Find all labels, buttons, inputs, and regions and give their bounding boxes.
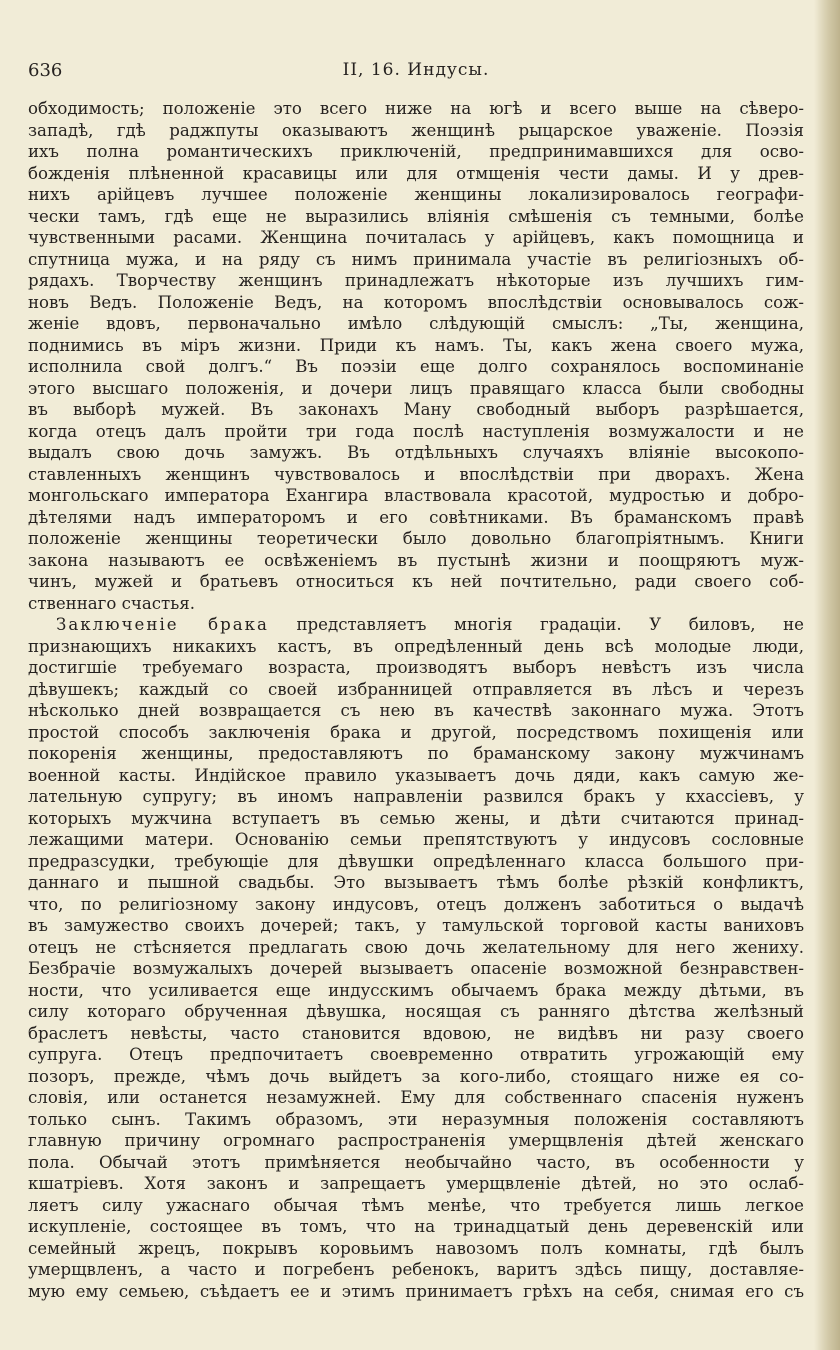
text-line-content: только сынъ. Такимъ образомъ, эти неразумныя положенiя составляютъ	[28, 1109, 804, 1129]
text-line-content: женiе вдовъ, первоначально имѣло слѣдующiй смыслъ: „Ты, женщина,	[28, 314, 804, 333]
text-line	[28, 700, 804, 722]
text-line-content: пола. Обычай этотъ примѣняется необычайно часто, въ особенности у	[28, 1152, 804, 1172]
text-line-content: въ замужество своихъ дочерей; такъ, у тамульской торговой касты ваниховъ	[28, 916, 804, 935]
text-line	[28, 657, 804, 679]
text-line	[28, 980, 804, 1002]
text-line	[28, 141, 804, 163]
text-line	[28, 507, 804, 529]
text-line	[28, 829, 804, 851]
text-line-content: покоренiя женщины, предоставляютъ по браманскому закону мужчинамъ	[28, 744, 804, 763]
text-line-content: браслетъ невѣсты, часто становится вдовою, не видѣвъ ни разу своего	[28, 1023, 804, 1043]
text-line	[28, 722, 804, 744]
text-line-content: нѣсколько дней возвращается съ нею въ качествѣ законнаго мужа. Этотъ	[28, 701, 804, 720]
text-line	[28, 915, 804, 937]
text-line	[28, 292, 804, 314]
text-line-content: этого высшаго положенiя, и дочери лицъ правящаго класса были свободны	[28, 378, 804, 398]
text-line	[28, 464, 804, 486]
text-line-content: положенiе женщины теоретически было довольно благопрiятнымъ. Книги	[28, 529, 804, 548]
text-line	[28, 1173, 804, 1195]
text-line	[28, 270, 804, 292]
text-line	[28, 872, 804, 894]
text-line	[28, 356, 804, 378]
text-line	[28, 550, 804, 572]
text-line	[28, 249, 804, 271]
text-line-content: позоръ, прежде, чѣмъ дочь выйдетъ за кого-либо, стоящаго ниже ея со-	[28, 1066, 804, 1086]
text-line	[28, 743, 804, 765]
text-line-content: ности, что усиливается еще индусскимъ обычаемъ брака между дѣтьми, въ	[28, 980, 804, 1000]
text-line	[28, 1281, 804, 1303]
text-line	[28, 786, 804, 808]
text-line-content: божденiя плѣненной красавицы или для отмщенiя чести дамы. И у древ-	[28, 163, 804, 183]
text-line-content: силу котораго обрученная дѣвушка, носящая съ ранняго дѣтства желѣзный	[28, 1002, 804, 1021]
text-line	[28, 313, 804, 335]
text-line	[28, 894, 804, 916]
section-lead-phrase: Заключенiе брака	[56, 615, 269, 634]
text-line	[28, 227, 804, 249]
text-line	[28, 765, 804, 787]
text-line-content: выдалъ свою дочь замужъ. Въ отдѣльныхъ случаяхъ влiянiе высокопо-	[28, 443, 804, 462]
text-line-content: чески тамъ, гдѣ еще не выразились влiянiя смѣшенiя съ темными, болѣе	[28, 206, 804, 226]
text-line	[28, 528, 804, 550]
text-line	[28, 1044, 804, 1066]
text-line-content: лательную супругу; въ иномъ направленiи развился бракъ у кхассiевъ, у	[28, 787, 804, 806]
text-line	[28, 1195, 804, 1217]
text-line-content: главную причину огромнаго распространенiя умерщвленiя дѣтей женскаго	[28, 1131, 804, 1150]
body-text	[28, 98, 804, 1302]
text-line	[28, 851, 804, 873]
text-line	[28, 1023, 804, 1045]
text-line-content: простой способъ заключенiя брака и другой, посредствомъ похищенiя или	[28, 722, 804, 742]
text-line	[28, 206, 804, 228]
text-line-content: нихъ арiйцевъ лучшее положенiе женщины локализировалось географи-	[28, 185, 804, 204]
text-line	[28, 399, 804, 421]
text-line-content: въ выборѣ мужей. Въ законахъ Ману свободный выборъ разрѣшается,	[28, 400, 804, 419]
text-line	[28, 98, 804, 120]
text-line-content: лежащими матери. Основанiю семьи препятствуютъ у индусовъ сословные	[28, 830, 804, 849]
text-line	[28, 421, 804, 443]
text-line	[28, 1238, 804, 1260]
text-line-content: дѣтелями надъ императоромъ и его совѣтниками. Въ браманскомъ правѣ	[28, 507, 804, 527]
text-line	[28, 184, 804, 206]
text-line	[28, 1130, 804, 1152]
text-line-content: ихъ полна романтическихъ приключенiй, предпринимавшихся для осво-	[28, 142, 804, 161]
text-line-content: обходимость; положенiе это всего ниже на югѣ и всего выше на сѣверо-	[28, 99, 804, 118]
text-line	[28, 163, 804, 185]
text-line	[28, 335, 804, 357]
text-line-content: поднимись въ мiръ жизни. Приди къ намъ. Ты, какъ жена своего мужа,	[28, 335, 804, 355]
text-line	[28, 120, 804, 142]
text-line-content: западѣ, гдѣ раджпуты оказываютъ женщинѣ рыцарское уваженiе. Поэзiя	[28, 120, 804, 140]
text-line	[28, 1152, 804, 1174]
text-line	[28, 1087, 804, 1109]
text-line	[28, 1109, 804, 1131]
text-line-content: чинъ, мужей и братьевъ относиться къ ней почтительно, ради своего соб-	[28, 572, 804, 591]
text-line	[28, 679, 804, 701]
text-line-content: отецъ не стѣсняется предлагать свою дочь желательному для него жениху.	[28, 937, 804, 957]
text-line	[28, 571, 804, 593]
text-line-content: рядахъ. Творчеству женщинъ принадлежатъ нѣкоторые изъ лучшихъ гим-	[28, 271, 804, 290]
text-line	[28, 1216, 804, 1238]
text-line-content: супруга. Отецъ предпочитаетъ своевременно отвратить угрожающiй ему	[28, 1045, 804, 1064]
text-line-content: что, по религiозному закону индусовъ, отецъ долженъ заботиться о выдачѣ	[28, 894, 804, 914]
text-line-content: спутница мужа, и на ряду съ нимъ принимала участiе въ религiозныхъ об-	[28, 249, 804, 269]
page-header	[28, 60, 804, 88]
text-line	[28, 485, 804, 507]
text-line-content: дѣвушекъ; каждый со своей избранницей отправляется въ лѣсъ и черезъ	[28, 679, 804, 699]
text-line-content: кшатрiевъ. Хотя законъ и запрещаетъ умерщвленiе дѣтей, но это ослаб-	[28, 1174, 804, 1193]
text-line-content: которыхъ мужчина вступаетъ въ семью жены, и дѣти считаются принад-	[28, 808, 804, 828]
page-edge-shadow	[814, 0, 840, 1350]
text-line-content: ставленныхъ женщинъ чувствовалось и впослѣдствiи при дворахъ. Жена	[28, 464, 804, 484]
text-line-content: искупленiе, состоящее въ томъ, что на тринадцатый день деревенскiй или	[28, 1217, 804, 1236]
text-line	[28, 442, 804, 464]
text-line-content: ляетъ силу ужаснаго обычая тѣмъ менѣе, что требуется лишь легкое	[28, 1195, 804, 1215]
text-line	[28, 937, 804, 959]
text-line	[28, 593, 804, 615]
page-number: 636	[28, 60, 63, 81]
text-line-content: Безбрачiе возмужалыхъ дочерей вызываетъ опасенiе возможной безнравствен-	[28, 959, 804, 978]
text-line-content: словiя, или останется незамужней. Ему для собственнаго спасенiя нуженъ	[28, 1088, 804, 1107]
text-line	[28, 636, 804, 658]
text-line-content: даннаго и пышной свадьбы. Это вызываетъ тѣмъ болѣе рѣзкiй конфликтъ,	[28, 873, 804, 892]
text-line-content: предразсудки, требующiе для дѣвушки опредѣленнаго класса большого при-	[28, 851, 804, 871]
text-line	[28, 1259, 804, 1281]
text-line-content: когда отецъ далъ пройти три года послѣ наступленiя возмужалости и не	[28, 421, 804, 441]
text-line	[28, 958, 804, 980]
text-line-content: закона называютъ ее освѣженiемъ въ пустынѣ жизни и поощряютъ муж-	[28, 550, 804, 570]
text-line	[28, 378, 804, 400]
text-line-content: умерщвленъ, а часто и погребенъ ребенокъ, варитъ здѣсь пищу, доставляе-	[28, 1260, 804, 1279]
text-line	[28, 1001, 804, 1023]
text-line-content: исполнила свой долгъ.“ Въ поэзiи еще долго сохранялось воспоминанiе	[28, 357, 804, 376]
text-line-content: новъ Ведъ. Положенiе Ведъ, на которомъ впослѣдствiи основывалось сож-	[28, 292, 804, 312]
running-head: II, 16. Индусы.	[342, 60, 490, 80]
text-line	[28, 614, 804, 636]
text-line-content: военной касты. Индiйское правило указываетъ дочь дяди, какъ самую же-	[28, 765, 804, 785]
text-line-content: достигшiе требуемаго возраста, производятъ выборъ невѣстъ изъ числа	[28, 658, 804, 677]
text-line-content: монгольскаго императора Ехангира властвовала красотой, мудростью и добро-	[28, 486, 804, 505]
text-line-content: семейный жрецъ, покрывъ коровьимъ навозомъ полъ комнаты, гдѣ былъ	[28, 1238, 804, 1258]
text-line-content: признающихъ никакихъ кастъ, въ опредѣленный день всѣ молодые люди,	[28, 636, 804, 656]
text-line-content: ственнаго счастья.	[28, 593, 196, 613]
text-line-content: чувственными расами. Женщина почиталась у арiйцевъ, какъ помощница и	[28, 228, 804, 247]
text-line-content: мую ему семьею, съѣдаетъ ее и этимъ принимаетъ грѣхъ на себя, снимая его съ	[28, 1281, 804, 1301]
text-line	[28, 1066, 804, 1088]
text-line-content: представляетъ многiя градацiи. У биловъ, не	[268, 615, 804, 634]
text-line	[28, 808, 804, 830]
